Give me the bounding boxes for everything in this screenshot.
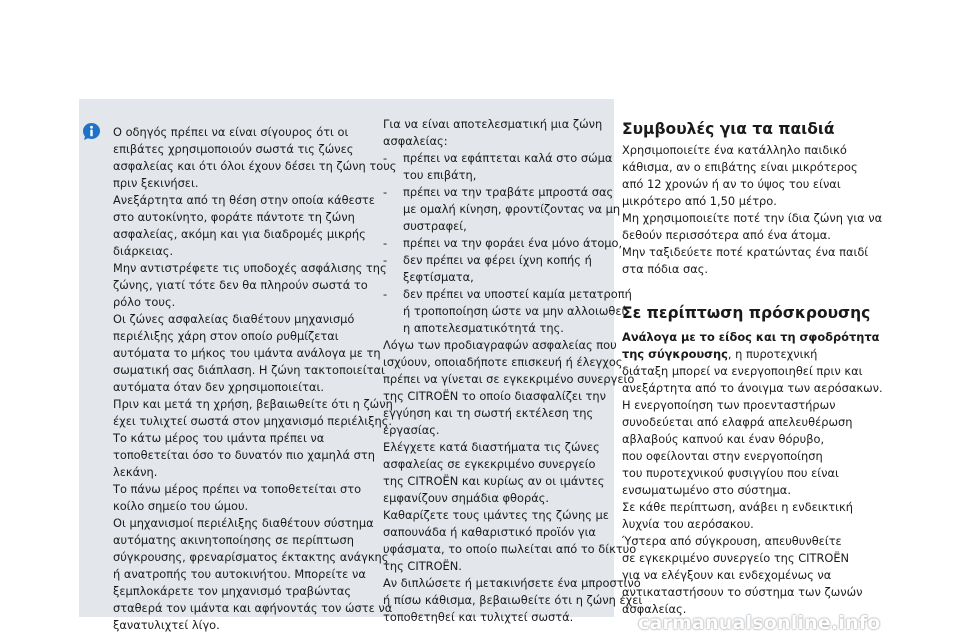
text-line: Οι μηχανισμοί περιέλιξης διαθέτουν σύστημα	[113, 516, 374, 530]
text-line: ενσωματωμένο στο σύστημα.	[622, 483, 791, 497]
bullet-continuation: ξεφτίσματα,	[403, 270, 474, 284]
seatbelt-usage-text	[113, 124, 397, 634]
text-line: που οφείλονται στην ενεργοποίηση	[622, 449, 823, 463]
text-line: επιβάτες χρησιμοποιούν σωστά τις ζώνες	[113, 142, 354, 156]
text-line: στο αυτοκίνητο, φοράτε πάντοτε τη ζώνη	[113, 210, 355, 224]
text-line: ασφαλείας, ακόμη και για διαδρομές μικρής	[113, 227, 366, 241]
text-line: Ανεξάρτητα από τη θέση στην οποία κάθεστε	[113, 193, 375, 207]
lead-line: Ανάλογα με το είδος και τη σφοδρότητα	[622, 330, 880, 344]
text-line: Αν διπλώσετε ή μετακινήσετε ένα μπροστινό	[383, 576, 641, 590]
info-icon	[82, 122, 101, 141]
text-line: Το κάτω μέρος του ιμάντα πρέπει να	[113, 431, 325, 445]
text-line: Χρησιμοποιείτε ένα κατάλληλο παιδικό	[622, 143, 847, 157]
bullet-line: - πρέπει να την φοράει ένα μόνο άτομο,	[383, 235, 611, 252]
text-line: Οι ζώνες ασφαλείας διαθέτουν μηχανισμό	[113, 312, 355, 326]
lead-bold-part: της σύγκρουσης	[622, 347, 728, 361]
bullet-continuation: με ομαλή κίνηση, φροντίζοντας να μη	[403, 202, 621, 216]
text-line: διάρκειας.	[113, 244, 174, 258]
text-line: ζώνης, γιατί τότε δεν θα πληρούν σωστά το	[113, 278, 368, 292]
crash-heading: Σε περίπτωση πρόσκρουσης	[622, 304, 871, 322]
text-line: του πυροτεχνικού φυσιγγίου που είναι	[622, 466, 839, 480]
text-line: μικρότερο από 1,50 μέτρο.	[622, 194, 777, 208]
text-line: διάταξη μπορεί να ενεργοποιηθεί πριν και	[622, 364, 863, 378]
text-line: σαπουνάδα ή καθαριστικό προϊόν για	[383, 525, 596, 539]
text-line: σύγκρουσης, φρεναρίσματος έκτακτης ανάγκης	[113, 550, 389, 564]
bullet-continuation: ή τροποποίηση ώστε να μην αλλοιωθεί	[403, 304, 626, 318]
lead-line-mixed	[622, 346, 892, 363]
text-line: της CITROËN το οποίο διασφαλίζει την	[383, 389, 606, 403]
text-line: δεθούν περισσότερα από ένα άτομα.	[622, 228, 831, 242]
text-line: Πριν και μετά τη χρήση, βεβαιωθείτε ότι η ζώνη	[113, 397, 393, 411]
text-line: Η ενεργοποίηση των προενταστήρων	[622, 398, 836, 412]
text-line: Ελέγχετε κατά διαστήματα τις ζώνες	[383, 440, 600, 454]
text-line: Το πάνω μέρος πρέπει να τοποθετείται στο	[113, 482, 362, 496]
text-line: λεκάνη.	[113, 465, 158, 479]
text-line: εγγύηση και τη σωστή εκτέλεση της	[383, 406, 594, 420]
bullet-line: - δεν πρέπει να υποστεί καμία μετατροπή	[383, 286, 611, 303]
text-line: κάθισμα, αν ο επιβάτης είναι μικρότερος	[622, 160, 858, 174]
text-line: ανεξάρτητα από το άνοιγμα των αερόσακων.	[622, 381, 883, 395]
text-line: για να ελέγξουν και ενδεχομένως να	[622, 568, 832, 582]
text-line: πρέπει να γίνεται σε εγκεκριμένο συνεργείο	[383, 372, 635, 386]
seatbelt-effectiveness-text	[383, 116, 643, 626]
bullet-line: - πρέπει να εφάπτεται καλά στο σώμα	[383, 150, 611, 167]
text-line: κοίλο σημείο του ώμου.	[113, 499, 249, 513]
text-line: αυτόματα όταν δεν χρησιμοποιείται.	[113, 380, 324, 394]
text-line: τοποθετείται όσο το δυνατόν πιο χαμηλά στη	[113, 448, 375, 462]
text-line: Μη χρησιμοποιείτε ποτέ την ίδια ζώνη για να	[622, 211, 883, 225]
bullet-continuation: η αποτελεσματικότητά της.	[403, 321, 564, 335]
text-line: Ύστερα από σύγκρουση, απευθυνθείτε	[622, 534, 842, 548]
text-line: Για να είναι αποτελεσματική μια ζώνη	[383, 117, 603, 131]
text-line: της CITROËN και κυρίως αν οι ιμάντες	[383, 474, 605, 488]
text-line: ισχύουν, οποιαδήποτε επισκευή ή έλεγχος	[383, 355, 623, 369]
text-line: Μην ταξιδεύετε ποτέ κρατώντας ένα παιδί	[622, 245, 869, 259]
text-line: της CITROËN.	[383, 559, 462, 573]
text-line: Μην αντιστρέφετε τις υποδοχές ασφάλισης της	[113, 261, 387, 275]
text-line: σε εγκεκριμένο συνεργείο της CITROËN	[622, 551, 850, 565]
bullet-line: - πρέπει να την τραβάτε μπροστά σας	[383, 184, 611, 201]
bullet-line: - δεν πρέπει να φέρει ίχνη κοπής ή	[383, 252, 611, 269]
text-line: από 12 χρονών ή αν το ύψος του είναι	[622, 177, 841, 191]
text-line: σωματική σας διάπλαση. Η ζώνη τακτοποιείται	[113, 363, 385, 377]
text-line: ασφαλείας.	[622, 602, 687, 616]
text-line: ασφαλείας:	[383, 134, 448, 148]
bullet-continuation: συστραφεί,	[403, 219, 467, 233]
text-line: ξανατυλιχτεί λίγο.	[113, 618, 220, 632]
text-line: Ο οδηγός πρέπει να είναι σίγουρος ότι οι	[113, 125, 349, 139]
text-line: Σε κάθε περίπτωση, ανάβει η ενδεικτική	[622, 500, 853, 514]
text-line: ή πίσω κάθισμα, βεβαιωθείτε ότι η ζώνη έχει	[383, 593, 643, 607]
crash-text	[622, 329, 892, 618]
children-advice-heading: Συμβουλές για τα παιδιά	[622, 120, 835, 138]
text-line: ρόλο τους.	[113, 295, 176, 309]
text-line: ξεμπλοκάρετε τον μηχανισμό τραβώντας	[113, 584, 352, 598]
bullet-continuation: του επιβάτη,	[403, 168, 477, 182]
text-line: στα πόδια σας.	[622, 262, 709, 276]
lead-regular-part: , η πυροτεχνική	[727, 347, 818, 361]
text-line: Καθαρίζετε τους ιμάντες της ζώνης με	[383, 508, 609, 522]
text-line: ασφαλείας και ότι όλοι έχουν δέσει τη ζώνη τους	[113, 159, 397, 173]
text-line: ή ανατροπής του αυτοκινήτου. Μπορείτε να	[113, 567, 366, 581]
text-line: υφάσματα, το οποίο πωλείται από το δίκτυο	[383, 542, 637, 556]
text-line: λυχνία του αερόσακου.	[622, 517, 754, 531]
text-line: τοποθετηθεί και τυλιχτεί σωστά.	[383, 610, 574, 624]
text-line: σταθερά τον ιμάντα και αφήνοντάς τον ώστε να	[113, 601, 393, 615]
text-line: Λόγω των προδιαγραφών ασφαλείας που	[383, 338, 617, 352]
text-line: αυτόματης ακινητοποίησης σε περίπτωση	[113, 533, 354, 547]
text-line: έχει τυλιχτεί σωστά στον μηχανισμό περιέλιξης.	[113, 414, 393, 428]
text-line: περιέλιξης χάρη στον οποίο ρυθμίζεται	[113, 329, 339, 343]
text-line: πριν ξεκινήσει.	[113, 176, 199, 190]
text-line: εμφανίζουν σημάδια φθοράς.	[383, 491, 550, 505]
text-line: συνοδεύεται από ελαφρά απελευθέρωση	[622, 415, 853, 429]
text-line: αβλαβούς καπνού και έναν θόρυβο,	[622, 432, 825, 446]
text-line: εργασίας.	[383, 423, 440, 437]
text-line: ασφαλείας σε εγκεκριμένο συνεργείο	[383, 457, 596, 471]
text-line: αντικαταστήσουν το σύστημα των ζωνών	[622, 585, 863, 599]
watermark: carmanualsonline.info	[638, 612, 881, 634]
children-advice-text	[622, 142, 892, 278]
text-line: αυτόματα το μήκος του ιμάντα ανάλογα με τη	[113, 346, 381, 360]
